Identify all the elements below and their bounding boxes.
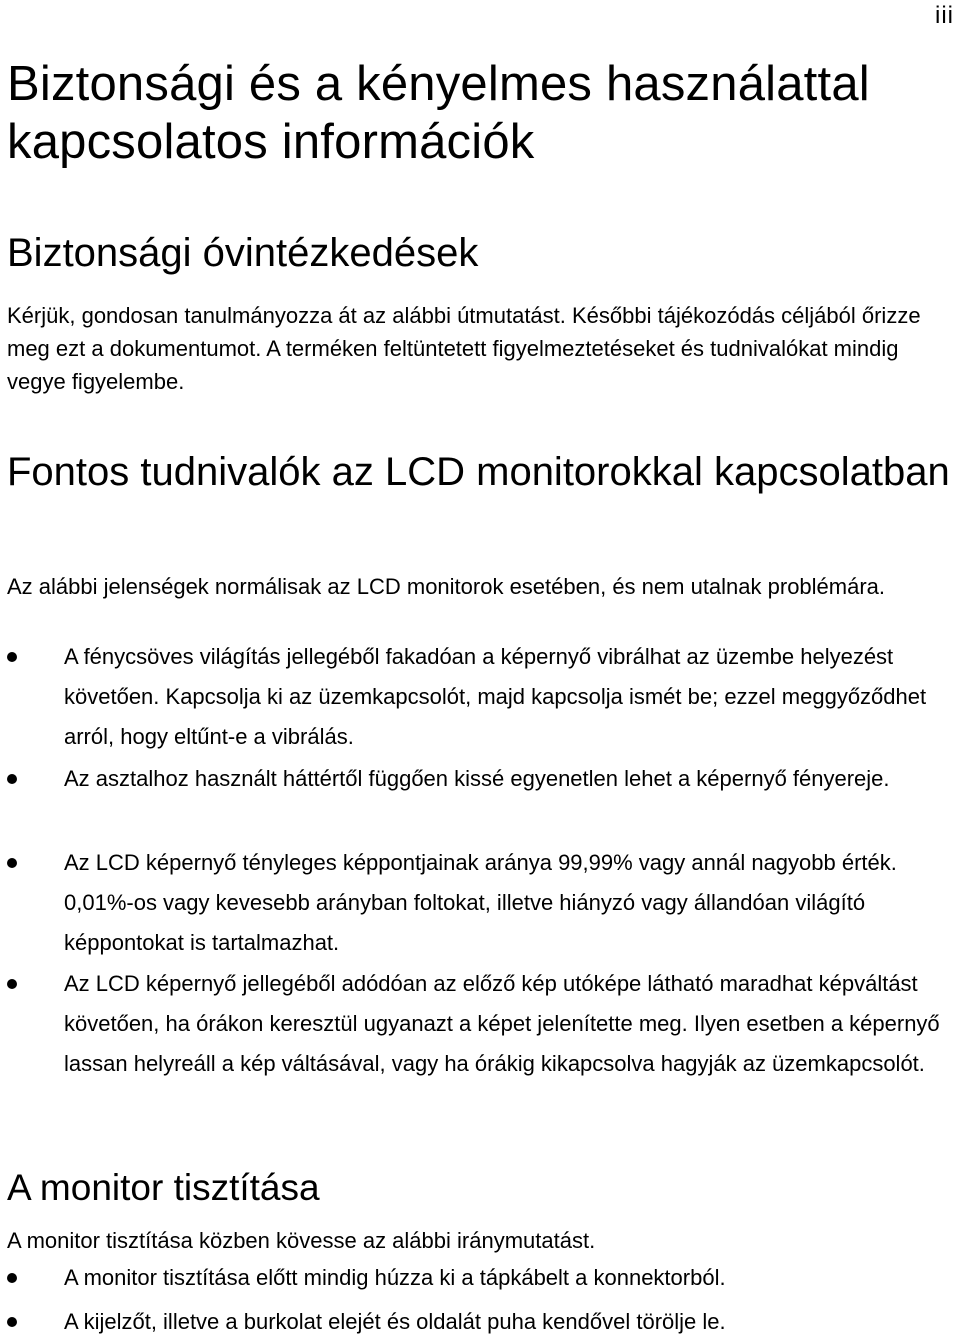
page-number: iii [935,2,954,29]
heading-safety-precautions: Biztonsági óvintézkedések [7,231,479,275]
heading-monitor-cleaning: A monitor tisztítása [7,1167,320,1208]
bullet-icon [7,1273,17,1283]
list-item-text: Az asztalhoz használt háttértől függően kissé egyenetlen lehet a képernyő fényereje. [64,766,890,791]
bullet-icon [7,858,17,868]
list-item-text: A monitor tisztítása előtt mindig húzza ki a tápkábelt a konnektorból. [64,1265,726,1290]
list-item-text: A fénycsöves világítás jellegéből fakadóan a képernyő vibrálhat az üzembe helyezést követően. Kapcsolja ki az üzemkapcsolót, majd kapcsolja ismét be; ezzel meggyőződhet arról, hogy eltűnt-e a vibrálás. [64,644,927,749]
list-item [7,964,952,1084]
lcd-notes-intro: Az alábbi jelenségek normálisak az LCD monitorok esetében, és nem utalnak problémára. [7,574,886,599]
heading-lcd-notes: Fontos tudnivalók az LCD monitorokkal kapcsolatban [7,450,950,494]
list-item-text: Az LCD képernyő jellegéből adódóan az előző kép utóképe látható maradhat képváltást követően, ha órákon keresztül ugyanazt a képet jelenítette meg. Ilyen esetben a képernyő lassan helyreáll a kép váltásával, vagy ha órákig kikapcsolva hagyják az üzemkapcsolót. [64,971,940,1076]
list-item [7,637,952,757]
list-item-text: A kijelzőt, illetve a burkolat elejét és oldalát puha kendővel törölje le. [64,1309,726,1334]
list-item [7,1302,952,1342]
bullet-icon [7,979,17,989]
page-title: Biztonsági és a kényelmes használattal kapcsolatos információk [7,57,870,169]
list-item-text: Az LCD képernyő tényleges képpontjainak aránya 99,99% vagy annál nagyobb érték. 0,01%-os vagy kevesebb arányban foltokat, illetve hiányzó vagy állandóan világító képpontokat is tartalmazhat. [64,850,897,955]
cleaning-intro: A monitor tisztítása közben kövesse az alábbi iránymutatást. [7,1228,596,1253]
bullet-icon [7,652,17,662]
safety-precautions-paragraph: Kérjük, gondosan tanulmányozza át az alábbi útmutatást. Későbbi tájékozódás céljából őrizze meg ezt a dokumentumot. A terméken feltüntetett figyelmeztetéseket és tudnivalókat mindig vegye figyelembe. [7,303,921,394]
bullet-icon [7,774,17,784]
list-item [7,1258,952,1298]
list-item [7,759,952,799]
list-item [7,843,952,963]
bullet-icon [7,1317,17,1327]
